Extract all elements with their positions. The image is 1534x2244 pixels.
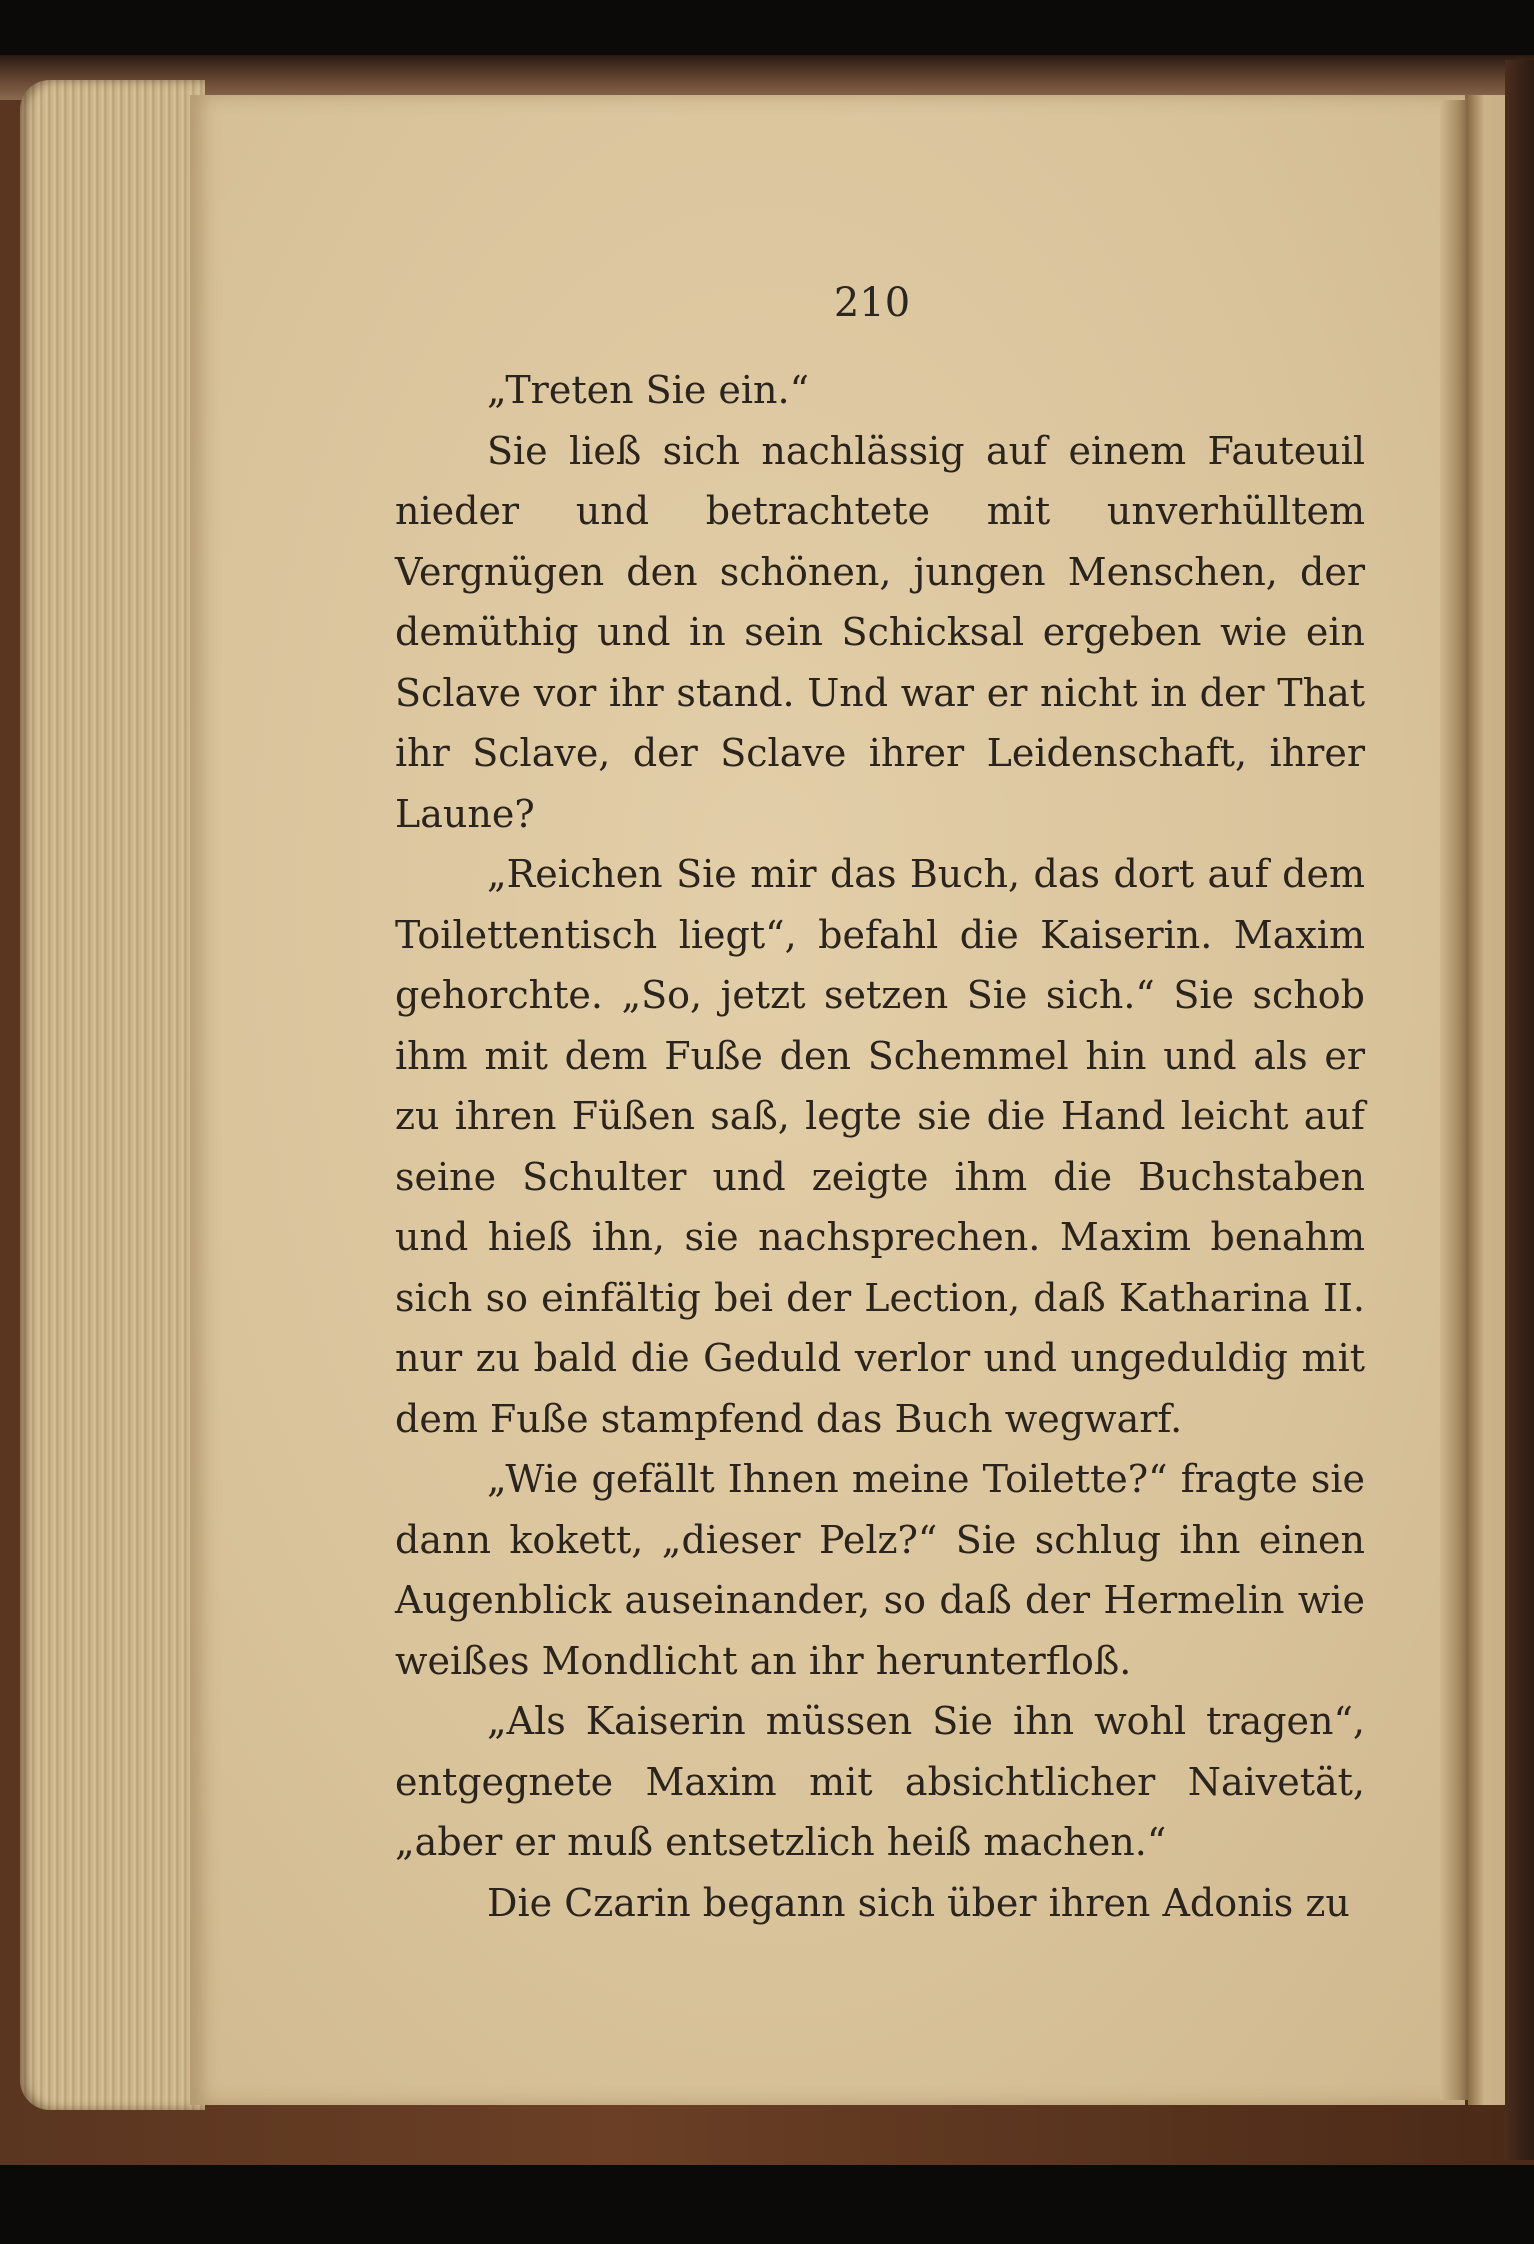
paragraph: „Reichen Sie mir das Buch, das dort auf dem Toilettentisch liegt“, befahl die Kaiserin. Maxim gehorchte. „So, jetzt setzen Sie sich.“ Sie schob ihm mit dem Fuße den Schemmel hin und als er zu ihren Füßen saß, legte sie die Hand leicht auf seine Schulter und zeigte ihm die Buchstaben und hieß ihn, sie nachsprechen. Maxim benahm sich so einfältig bei der Lection, daß Katharina II. nur zu bald die Geduld verlor und ungeduldig mit dem Fuße stampfend das Buch wegwarf. <box>395 852 1365 1441</box>
paragraph: „Treten Sie ein.“ <box>487 368 810 412</box>
next-page-edge <box>1468 95 1510 2105</box>
paragraph: „Wie gefällt Ihnen meine Toilette?“ fragte sie dann kokett, „dieser Pelz?“ Sie schlug ihn einen Augenblick auseinander, so daß der Hermelin wie weißes Mondlicht an ihr herunterfloß. <box>395 1457 1365 1683</box>
page-text <box>395 360 1365 1933</box>
page-number: 210 <box>833 280 911 326</box>
page-edges <box>20 80 205 2110</box>
page-gutter <box>1440 100 1470 2100</box>
book-top-edge <box>0 55 1534 100</box>
paragraph: „Als Kaiserin müssen Sie ihn wohl tragen“, entgegnete Maxim mit absichtlicher Naivetät, „aber er muß entsetzlich heiß machen.“ <box>395 1699 1365 1864</box>
paragraph: Die Czarin begann sich über ihren Adonis zu <box>487 1880 1350 1925</box>
paragraph: Sie ließ sich nachlässig auf einem Fauteuil nieder und betrachtete mit unverhülltem Vergnügen den schönen, jungen Menschen, der demüthig und in sein Schicksal ergeben wie ein Sclave vor ihr stand. Und war er nicht in der That ihr Sclave, der Sclave ihrer Leidenschaft, ihrer Laune? <box>395 428 1365 836</box>
book-right-edge <box>1505 60 1534 2160</box>
